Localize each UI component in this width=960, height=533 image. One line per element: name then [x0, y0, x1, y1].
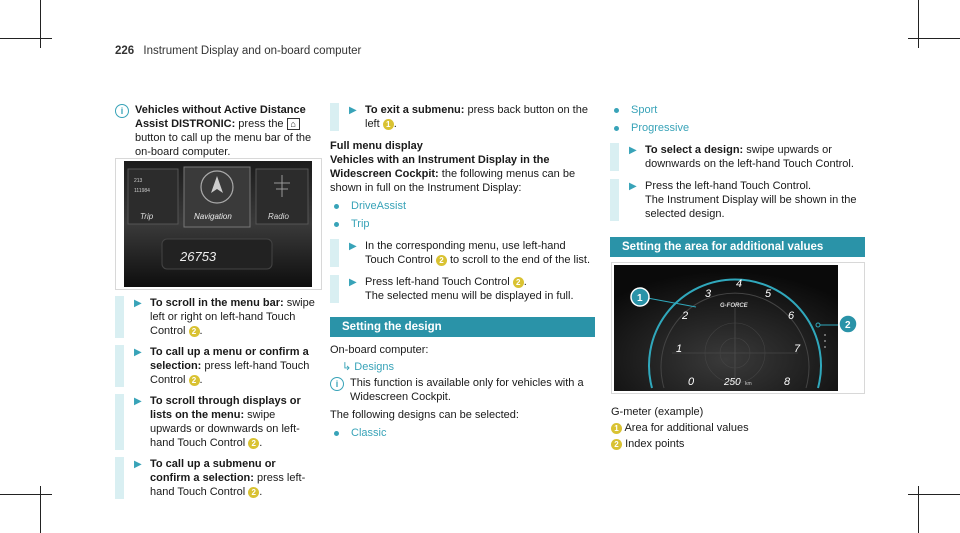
list-item: Classic — [330, 426, 595, 440]
gauge-number: 3 — [705, 288, 712, 300]
step-scroll-menu-bar: ▶ To scroll in the menu bar: swipe left or right on left-hand Touch Control 2 . — [115, 296, 315, 338]
step-press-left-touch: ▶ Press the left-hand Touch Control. The Instrument Display will be shown in the selected design. — [610, 179, 865, 221]
note — [115, 103, 315, 159]
badge-2: 2 — [248, 487, 259, 498]
gauge-number: 0 — [688, 376, 695, 388]
column-1-steps — [115, 296, 315, 499]
g-meter-illustration — [612, 263, 864, 393]
gauge-number: 8 — [784, 376, 791, 388]
column-2 — [330, 103, 595, 444]
badge-2: 2 — [436, 255, 447, 266]
column-1 — [115, 103, 315, 159]
callout-1-label: 1 — [637, 293, 643, 304]
gauge-bottom-value: 250 — [724, 377, 741, 388]
step-arrow-icon: ▶ — [349, 241, 357, 252]
step-arrow-icon: ▶ — [134, 347, 142, 358]
step-arrow-icon: ▶ — [134, 459, 142, 470]
gauge-number: 1 — [676, 343, 683, 355]
figure-caption — [611, 405, 861, 451]
step-arrow-icon: ▶ — [349, 105, 357, 116]
full-menu-title: Full menu display — [330, 140, 423, 152]
list-item: Progressive — [610, 121, 865, 135]
callout-2-label: 2 — [845, 320, 851, 331]
home-icon: ⌂ — [287, 118, 300, 130]
step-scroll-to-end: ▶ In the corresponding menu, use left-hand Touch Control 2 to scroll to the end of the list. — [330, 239, 595, 267]
following-designs: The following designs can be selected: — [330, 409, 519, 421]
badge-2: 2 — [189, 326, 200, 337]
crop-mark — [918, 0, 919, 48]
badge-2: 2 — [248, 438, 259, 449]
info-icon: i — [115, 104, 129, 118]
menu-bar-illustration — [116, 159, 321, 289]
step-scroll-displays: ▶ To scroll through displays or lists on the menu: swipe upwards or downwards on left-hand Touch Control 2 . — [115, 394, 315, 450]
badge-2: 2 — [189, 375, 200, 386]
caption-title: G-meter (example) — [611, 406, 704, 418]
list-item: Trip — [330, 217, 595, 231]
submenu-arrow-icon: ↳ — [342, 361, 355, 373]
page-number: 226 — [115, 45, 135, 57]
gauge-number: 2 — [682, 310, 689, 322]
step-exit-submenu: ▶ To exit a submenu: press back button on the left 1 . — [330, 103, 595, 131]
gauge-number: 4 — [736, 278, 743, 290]
list-item: Sport — [610, 103, 865, 117]
column-3 — [610, 103, 865, 263]
odometer-value: 26753 — [180, 249, 217, 264]
note-text: press the — [235, 118, 287, 130]
tile-trip-label: Trip — [140, 212, 154, 221]
crop-mark — [0, 494, 52, 495]
list-item: DriveAssist — [330, 199, 595, 213]
step-arrow-icon: ▶ — [629, 145, 637, 156]
tile-radio-label: Radio — [268, 212, 289, 221]
trip-mid-value: 111984 — [134, 188, 150, 194]
crop-mark — [0, 38, 52, 39]
step-arrow-icon: ▶ — [349, 277, 357, 288]
g-meter-figure — [611, 262, 865, 394]
badge-1: 1 — [383, 119, 394, 130]
note: i This function is available only for vehicles with a Widescreen Cockpit. — [330, 376, 595, 404]
designs-path: ↳ Designs — [342, 361, 395, 373]
info-icon: i — [330, 377, 344, 391]
legend-item: 1 Area for additional values — [611, 421, 861, 435]
crop-mark — [908, 494, 960, 495]
badge-2: 2 — [513, 277, 524, 288]
crop-mark — [40, 0, 41, 48]
crop-mark — [908, 38, 960, 39]
legend-item: 2 Index points — [611, 437, 861, 451]
tile-navigation-label: Navigation — [194, 212, 232, 221]
section-header-additional-values: Setting the area for additional values — [610, 237, 865, 257]
menu-bar-figure — [115, 158, 322, 290]
step-arrow-icon: ▶ — [134, 396, 142, 407]
note-title: Vehicles without Active Distance Assist DISTRONIC: — [135, 104, 306, 130]
section-header-design: Setting the design — [330, 317, 595, 337]
step-arrow-icon: ▶ — [629, 181, 637, 192]
step-call-up-submenu: ▶ To call up a submenu or confirm a selection: press left-hand Touch Control 2 . — [115, 457, 315, 499]
step-call-up-menu: ▶ To call up a menu or confirm a selection: press left-hand Touch Control 2 . — [115, 345, 315, 387]
gauge-number: 6 — [788, 310, 795, 322]
page-header — [115, 45, 361, 57]
step-select-design: ▶ To select a design: swipe upwards or downwards on the left-hand Touch Control. — [610, 143, 865, 171]
gauge-number: 7 — [794, 343, 801, 355]
note-body — [135, 103, 315, 159]
step-arrow-icon: ▶ — [134, 298, 142, 309]
note-text: button to call up the menu bar of the on-board computer. — [135, 132, 312, 158]
full-menu-body: Vehicles with an Instrument Display in the Widescreen Cockpit: the following menus can be shown in full on the Instrument Display: — [330, 154, 576, 194]
gauge-label: G-FORCE — [720, 303, 748, 309]
gauge-number: 5 — [765, 288, 772, 300]
obc-label: On-board computer: — [330, 344, 429, 356]
trip-top-value: 213 — [134, 178, 143, 184]
gauge-unit: km — [745, 381, 752, 387]
step-press-touch-control: ▶ Press left-hand Touch Control 2 . The selected menu will be displayed in full. — [330, 275, 595, 303]
page-title: Instrument Display and on-board computer — [143, 45, 362, 57]
